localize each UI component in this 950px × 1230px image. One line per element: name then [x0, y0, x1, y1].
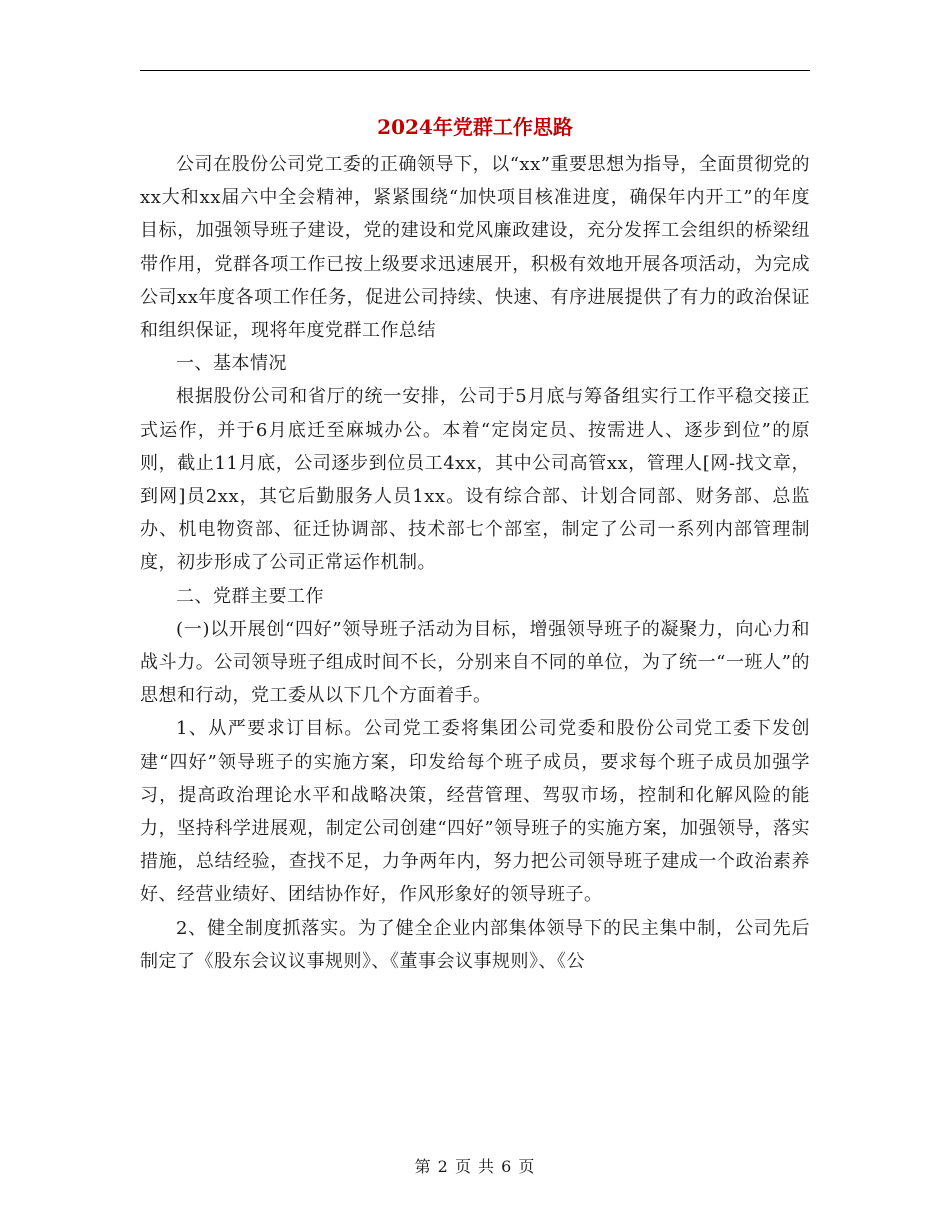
paragraph-intro: 公司在股份公司党工委的正确领导下，以“xx”重要思想为指导，全面贯彻党的xx大和xx届六中全会精神，紧紧围绕“加快项目核准进度，确保年内开工”的年度目标，加强领导班子建设，党的建设和党风廉政建设，充分发挥工会组织的桥梁纽带作用，党群各项工作已按上级要求迅速展开，积极有效地开展各项活动，为完成公司xx年度各项工作任务，促进公司持续、快速、有序进展提供了有力的政治保证和组织保证，现将年度党群工作总结	[140, 154, 810, 342]
paragraph-item-one: (一)以开展创“四好”领导班子活动为目标，增强领导班子的凝聚力，向心力和战斗力。公司领导班子组成时间不长，分别来自不同的单位，为了统一“一班人”的思想和行动，党工委从以下几个方面着手。	[140, 618, 810, 707]
paragraph-basic-situation: 根据股份公司和省厅的统一安排，公司于5月底与筹备组实行工作平稳交接正式运作，并于6月底迁至麻城办公。本着“定岗定员、按需进人、逐步到位”的原则，截止11月底，公司逐步到位员工4xx，其中公司高管xx，管理人[网-找文章，到网]员2xx，其它后勤服务人员1xx。设有综合部、计划合同部、财务部、总监办、机电物资部、征迁协调部、技术部七个部室，制定了公司一系列内部管理制度，初步形成了公司正常运作机制。	[140, 386, 810, 574]
section-heading-main-work: 二、党群主要工作	[176, 585, 324, 607]
header-rule	[140, 70, 810, 71]
section-heading-basic-situation: 一、基本情况	[176, 353, 287, 375]
document-body	[140, 148, 810, 978]
paragraph-point-2: 2、健全制度抓落实。为了健全企业内部集体领导下的民主集中制，公司先后制定了《股东会议议事规则》、《董事会议事规则》、《公	[140, 917, 810, 972]
document-title: 2024年党群工作思路	[377, 115, 573, 139]
page-footer: 第 2 页 共 6 页	[414, 1157, 536, 1176]
paragraph-point-1: 1、从严要求订目标。公司党工委将集团公司党委和股份公司党工委下发创建“四好”领导班子的实施方案，印发给每个班子成员，要求每个班子成员加强学习，提高政治理论水平和战略决策，经营管理、驾驭市场，控制和化解风险的能力，坚持科学进展观，制定公司创建“四好”领导班子的实施方案，加强领导，落实措施，总结经验，查找不足，力争两年内，努力把公司领导班子建成一个政治素养好、经营业绩好、团结协作好，作风形象好的领导班子。	[140, 718, 810, 906]
